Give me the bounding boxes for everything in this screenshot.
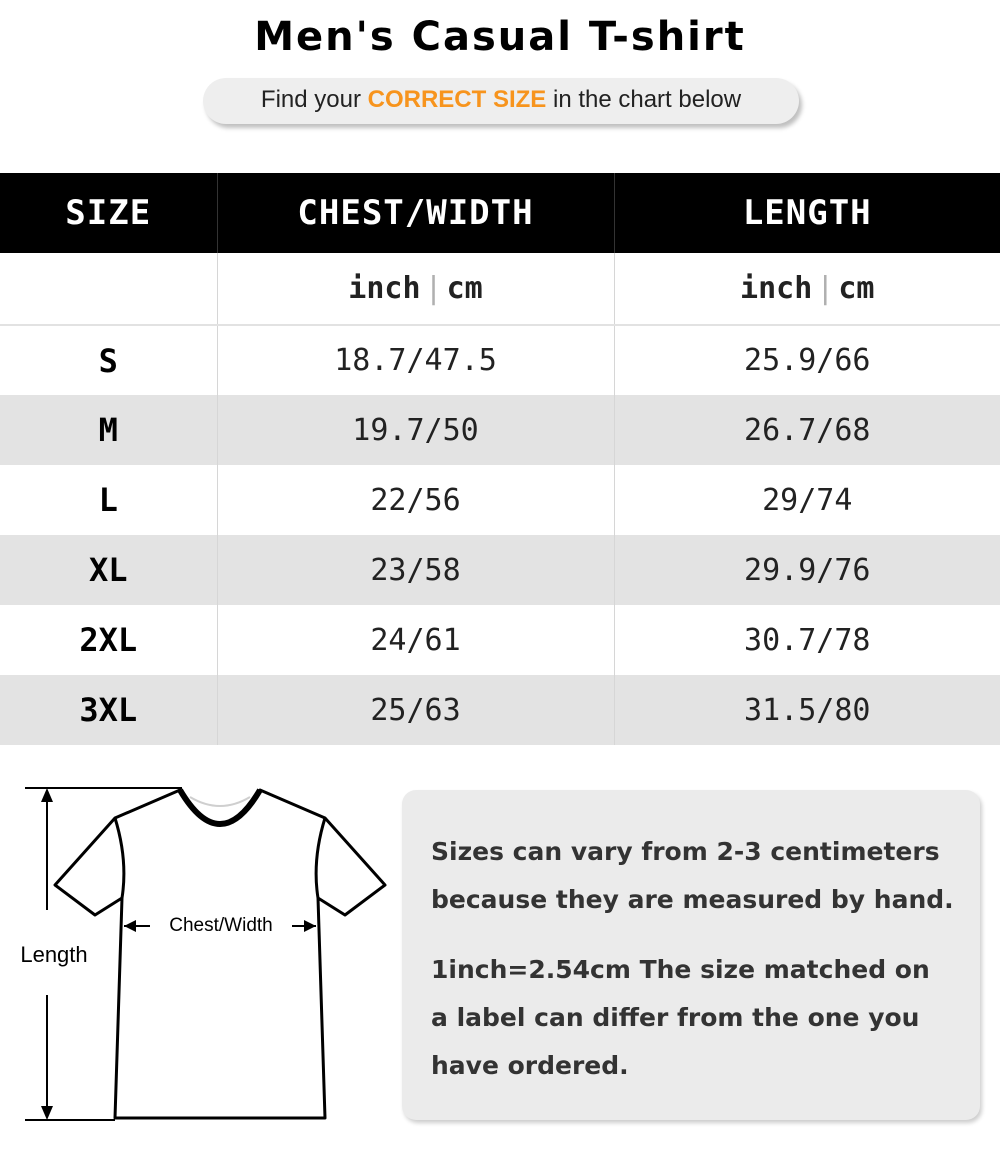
table-row [0,605,1000,675]
note-conversion: 1inch=2.54cm The size matched on a label can differ from the one you have ordered. [431,955,930,1080]
size-cell: XL [0,535,217,605]
chest-cell: 24/61 [217,605,614,675]
table-row [0,325,1000,395]
chest-cell: 18.7/47.5 [217,325,614,395]
header-length: LENGTH [614,173,1000,253]
units-chest [217,253,614,325]
length-cell: 30.7/78 [744,622,871,658]
chest-cell: 25/63 [217,675,614,745]
size-chart-table [0,173,1000,745]
chest-cell: 22/56 [217,465,614,535]
chest-width-label: Chest/Width [169,915,273,936]
table-row [0,675,1000,745]
tshirt-outline-icon [55,790,385,1118]
length-cell: 26.7/68 [614,395,1000,465]
table-row [0,395,1000,465]
length-cell: 29.9/76 [614,535,1000,605]
table-header-row [0,173,1000,253]
unit-separator: | [424,271,443,306]
length-cell: 25.9/66 [744,343,871,378]
length-cell: 29/74 [762,482,853,518]
size-cell: 2XL [0,605,217,675]
size-cell: S [0,325,217,395]
size-cell: M [0,395,217,465]
unit-separator: | [816,271,835,306]
subtitle-highlight: CORRECT SIZE [367,86,547,113]
table-row [0,465,1000,535]
sizing-notes-box [402,790,980,1120]
subtitle-banner [203,78,799,124]
header-chest-width: CHEST/WIDTH [217,173,614,253]
chest-cell: 23/58 [217,535,614,605]
unit-cm: cm [446,271,483,306]
length-label: Length [20,942,88,967]
size-cell: 3XL [0,675,217,745]
unit-cm: cm [838,271,875,306]
table-row [0,535,1000,605]
length-cell: 31.5/80 [614,675,1000,745]
header-size: SIZE [0,173,217,253]
unit-inch: inch [740,271,813,306]
subtitle-text-end: in the chart below [546,86,742,113]
unit-inch: inch [348,271,421,306]
note-measured-by-hand: Sizes can vary from 2-3 centimeters because they are measured by hand. [431,837,954,914]
units-length [614,253,1000,325]
tshirt-measurement-diagram [0,770,400,1140]
page-title: Men's Casual T-shirt [254,14,746,60]
subtitle-text: Find your [260,86,368,113]
units-row [0,253,1000,325]
size-cell: L [0,465,217,535]
units-empty-cell [0,253,217,325]
chest-cell: 19.7/50 [217,395,614,465]
